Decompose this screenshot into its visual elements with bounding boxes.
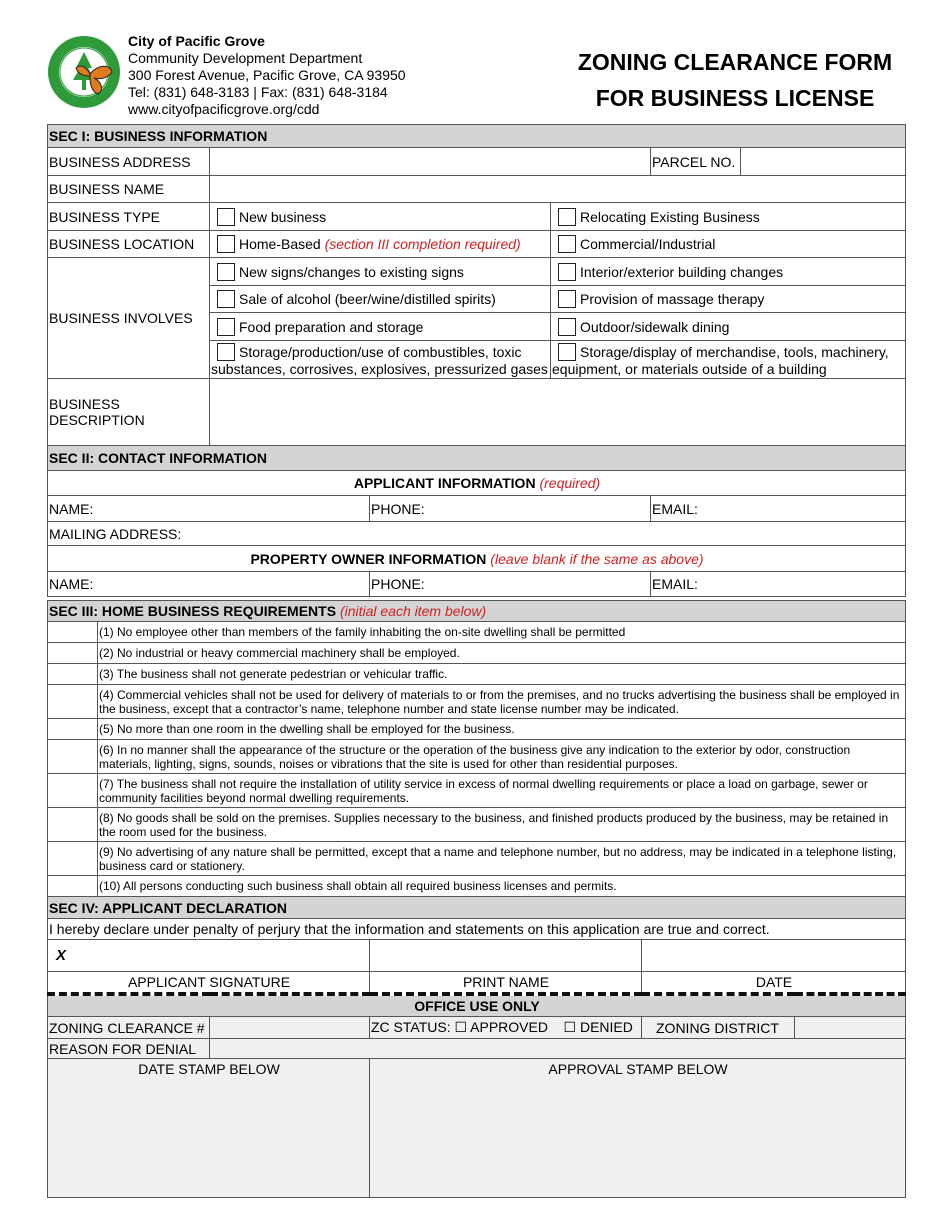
- signature-field[interactable]: [48, 940, 370, 972]
- signs-checkbox[interactable]: [217, 263, 235, 281]
- business-address-label: BUSINESS ADDRESS: [48, 148, 210, 176]
- business-location-label: BUSINESS LOCATION: [48, 231, 210, 258]
- initial-field-2[interactable]: [48, 643, 98, 664]
- mailing-address-field[interactable]: [48, 522, 906, 546]
- requirement-5: (5) No more than one room in the dwelling shall be employed for the business.: [98, 719, 906, 740]
- reason-denial-field[interactable]: [210, 1039, 906, 1059]
- requirement-7: (7) The business shall not require the installation of utility service in excess of normal dwelling requirements or place a load on garbage, sewer or community facilities beyond normal dwelling requirements.: [98, 774, 906, 808]
- outdoor-storage-label-a: Storage/display of merchandise, tools, machinery,: [580, 343, 889, 360]
- approval-stamp-box: [370, 1059, 906, 1198]
- org-website[interactable]: www.cityofpacificgrove.org/cdd: [128, 101, 320, 117]
- date-label: DATE: [642, 972, 906, 994]
- business-address-field[interactable]: [210, 148, 651, 176]
- declaration-table: [47, 896, 906, 1198]
- applicant-email-field[interactable]: [651, 496, 906, 522]
- food-checkbox[interactable]: [217, 318, 235, 336]
- form-title-line2: FOR BUSINESS LICENSE: [595, 85, 875, 111]
- business-name-field[interactable]: [210, 176, 906, 203]
- org-name: City of Pacific Grove: [128, 33, 265, 49]
- sec1-heading: SEC I: BUSINESS INFORMATION: [48, 125, 906, 148]
- parcel-no-field[interactable]: [741, 148, 906, 176]
- initial-field-4[interactable]: [48, 685, 98, 719]
- initial-field-7[interactable]: [48, 774, 98, 808]
- print-name-field[interactable]: [370, 940, 642, 972]
- zc-number-field[interactable]: [210, 1017, 370, 1039]
- requirement-4: (4) Commercial vehicles shall not be used for delivery of materials to or from the premises, and no trucks advertising the business shall be employed in the business, except that a contractor’s name, telephone number and state license number may be indicated.: [98, 685, 906, 719]
- applicant-email-label: EMAIL:: [652, 500, 698, 517]
- building-changes-label: Interior/exterior building changes: [580, 263, 784, 280]
- owner-phone-label: PHONE:: [371, 576, 425, 592]
- applicant-info-title: APPLICANT INFORMATION: [353, 475, 536, 491]
- business-description-label-1: BUSINESS: [49, 396, 120, 412]
- zc-status-approved[interactable]: ZC STATUS: ☐ APPROVED: [371, 1019, 548, 1035]
- zc-number-label: ZONING CLEARANCE #: [48, 1017, 210, 1039]
- massage-label: Provision of massage therapy: [580, 291, 765, 307]
- commercial-industrial-label: Commercial/Industrial: [580, 236, 716, 252]
- combustibles-label-a: Storage/production/use of combustibles, toxic: [239, 343, 522, 360]
- initial-field-9[interactable]: [48, 842, 98, 876]
- requirement-8: (8) No goods shall be sold on the premises. Supplies necessary to the business, and finished products produced by the business, may be retained in the room used for the business.: [98, 808, 906, 842]
- initial-field-1[interactable]: [48, 622, 98, 643]
- requirement-10: (10) All persons conducting such business shall obtain all required business licenses and permits.: [98, 876, 906, 897]
- owner-phone-field[interactable]: [370, 572, 651, 597]
- requirement-2: (2) No industrial or heavy commercial machinery shall be employed.: [98, 643, 906, 664]
- owner-email-field[interactable]: [651, 572, 906, 597]
- business-description-field[interactable]: [210, 379, 906, 446]
- new-business-checkbox[interactable]: [217, 208, 235, 226]
- requirement-3: (3) The business shall not generate pedestrian or vehicular traffic.: [98, 664, 906, 685]
- date-field[interactable]: [642, 940, 906, 972]
- new-business-label: New business: [239, 208, 327, 225]
- sec4-heading: SEC IV: APPLICANT DECLARATION: [48, 897, 906, 919]
- department-name: Community Development Department: [128, 50, 363, 66]
- combustibles-label-b: substances, corrosives, explosives, pressurized gases: [211, 360, 548, 377]
- mailing-address-label: MAILING ADDRESS:: [49, 525, 182, 542]
- zoning-district-label: ZONING DISTRICT: [642, 1017, 795, 1039]
- home-based-note: (section III completion required): [324, 236, 521, 252]
- building-changes-checkbox[interactable]: [558, 263, 576, 281]
- business-involves-label: BUSINESS INVOLVES: [48, 258, 210, 379]
- org-phone: Tel: (831) 648-3183 | Fax: (831) 648-3184: [128, 84, 388, 100]
- business-info-table: [47, 124, 906, 597]
- requirement-9: (9) No advertising of any nature shall be permitted, except that a name and telephone number, but no address, may be indicated in a telephone listing, business card or stationery.: [98, 842, 906, 876]
- applicant-info-note: (required): [539, 475, 601, 491]
- form-title-line1: ZONING CLEARANCE FORM: [577, 49, 893, 75]
- combustibles-checkbox[interactable]: [217, 343, 235, 361]
- food-label: Food preparation and storage: [239, 318, 424, 335]
- commercial-industrial-checkbox[interactable]: [558, 235, 576, 253]
- date-stamp-label: DATE STAMP BELOW: [138, 1061, 280, 1077]
- home-based-checkbox[interactable]: [217, 235, 235, 253]
- signature-label: APPLICANT SIGNATURE: [48, 972, 370, 994]
- approval-stamp-label: APPROVAL STAMP BELOW: [548, 1061, 728, 1077]
- form-title: [560, 44, 910, 116]
- signs-label: New signs/changes to existing signs: [239, 263, 464, 280]
- initial-field-10[interactable]: [48, 876, 98, 897]
- applicant-name-field[interactable]: [48, 496, 370, 522]
- owner-info-note: (leave blank if the same as above): [490, 550, 704, 567]
- alcohol-checkbox[interactable]: [217, 290, 235, 308]
- home-based-label: Home-Based: [239, 236, 321, 252]
- initial-field-3[interactable]: [48, 664, 98, 685]
- owner-name-label: NAME:: [49, 576, 94, 592]
- applicant-phone-label: PHONE:: [371, 500, 425, 517]
- initial-field-8[interactable]: [48, 808, 98, 842]
- signature-x-mark: X: [56, 947, 67, 964]
- applicant-name-label: NAME:: [49, 500, 94, 517]
- owner-name-field[interactable]: [48, 572, 370, 597]
- zoning-district-field[interactable]: [795, 1017, 906, 1039]
- reason-denial-label: REASON FOR DENIAL: [48, 1039, 210, 1059]
- sec2-heading: SEC II: CONTACT INFORMATION: [48, 446, 906, 471]
- massage-checkbox[interactable]: [558, 290, 576, 308]
- business-name-label: BUSINESS NAME: [48, 176, 210, 203]
- applicant-phone-field[interactable]: [370, 496, 651, 522]
- sec3-heading: SEC III: HOME BUSINESS REQUIREMENTS: [49, 603, 337, 619]
- city-seal-logo: [46, 34, 122, 110]
- outdoor-storage-label-b: equipment, or materials outside of a building: [552, 360, 827, 377]
- alcohol-label: Sale of alcohol (beer/wine/distilled spirits): [239, 291, 496, 307]
- outdoor-storage-checkbox[interactable]: [558, 343, 576, 361]
- zc-status-denied[interactable]: ☐ DENIED: [563, 1019, 633, 1035]
- outdoor-dining-label: Outdoor/sidewalk dining: [580, 318, 730, 335]
- header-contact: [128, 33, 406, 118]
- initial-field-5[interactable]: [48, 719, 98, 740]
- org-address: 300 Forest Avenue, Pacific Grove, CA 93950: [128, 67, 406, 83]
- initial-field-6[interactable]: [48, 740, 98, 774]
- outdoor-dining-checkbox[interactable]: [558, 318, 576, 336]
- requirement-6: (6) In no manner shall the appearance of the structure or the operation of the business give any indication to the exterior by odor, construction materials, lighting, signs, sounds, noises or vibrations that the site is used for other than residential purposes.: [98, 740, 906, 774]
- office-use-heading: OFFICE USE ONLY: [48, 994, 906, 1017]
- business-type-label: BUSINESS TYPE: [48, 203, 210, 231]
- requirement-1: (1) No employee other than members of the family inhabiting the on-site dwelling shall be permitted: [98, 622, 906, 643]
- home-business-table: [47, 600, 906, 897]
- owner-info-title: PROPERTY OWNER INFORMATION: [250, 550, 487, 567]
- relocating-business-label: Relocating Existing Business: [580, 208, 760, 225]
- print-name-label: PRINT NAME: [370, 972, 642, 994]
- date-stamp-box: [48, 1059, 370, 1198]
- declaration-text: I hereby declare under penalty of perjury that the information and statements on this application are true and correct.: [48, 919, 906, 940]
- business-description-label-2: DESCRIPTION: [49, 412, 145, 428]
- parcel-no-label: PARCEL NO.: [651, 148, 741, 176]
- sec3-heading-note: (initial each item below): [339, 603, 487, 619]
- owner-email-label: EMAIL:: [652, 576, 698, 592]
- relocating-business-checkbox[interactable]: [558, 208, 576, 226]
